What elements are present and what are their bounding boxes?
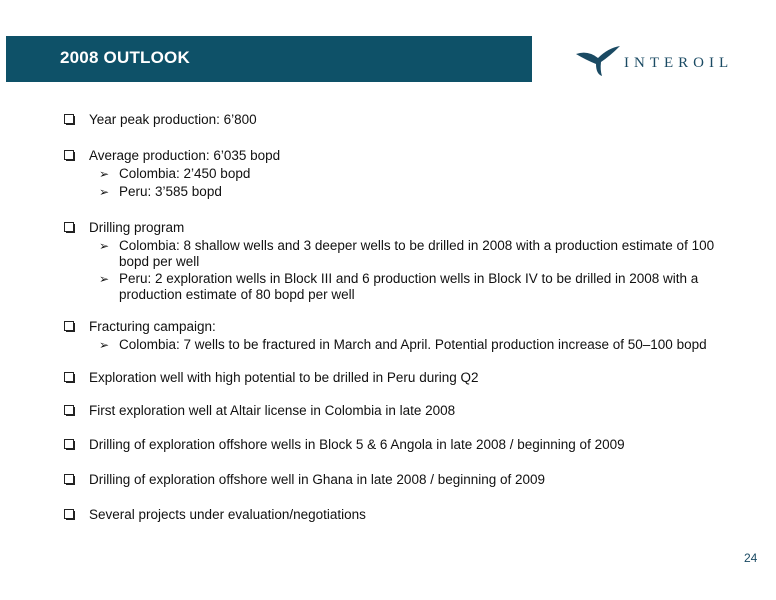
sub-list-item-text: Colombia: 8 shallow wells and 3 deeper wells to be drilled in 2008 with a production estimate of 100 bopd per well [119, 238, 715, 269]
logo-text: INTEROIL [624, 55, 734, 71]
list-item-text: Exploration well with high potential to be drilled in Peru during Q2 [89, 370, 479, 385]
sub-list-item-text: Colombia: 2’450 bopd [119, 166, 251, 181]
arrow-right-icon: ➢ [99, 185, 110, 199]
list-item-text: Drilling of exploration offshore well in Ghana in late 2008 / beginning of 2009 [89, 472, 546, 487]
arrow-right-icon: ➢ [99, 338, 110, 352]
checkbox-square-icon [64, 321, 74, 331]
checkbox-square-icon [64, 439, 74, 449]
list-item-text: Fracturing campaign: [89, 319, 216, 334]
arrow-right-icon: ➢ [99, 239, 110, 253]
checkbox-square-icon [64, 222, 74, 232]
sub-list-item-text: Colombia: 7 wells to be fractured in March and April. Potential production increase of 50–100 bopd [119, 337, 707, 352]
checkbox-square-icon [64, 405, 74, 415]
list-item-text: Drilling program [89, 220, 185, 235]
list-item-text: Several projects under evaluation/negotiations [89, 507, 366, 522]
checkbox-square-icon [64, 372, 74, 382]
list-item-text: Year peak production: 6’800 [89, 112, 257, 127]
list-item-text: Average production: 6’035 bopd [89, 148, 281, 163]
list-item-text: Drilling of exploration offshore wells in Block 5 & 6 Angola in late 2008 / beginning of 2009 [89, 437, 625, 452]
checkbox-square-icon [64, 474, 74, 484]
arrow-right-icon: ➢ [99, 167, 110, 181]
page-title: 2008 OUTLOOK [60, 48, 190, 67]
checkbox-square-icon [64, 114, 74, 124]
sub-list-item-text: Peru: 2 exploration wells in Block III and 6 production wells in Block IV to be drilled in 2008 with a production estimate of 80 bopd per well [119, 271, 699, 302]
list-item-text: First exploration well at Altair license in Colombia in late 2008 [89, 403, 456, 418]
page-number: 24 [744, 551, 758, 565]
arrow-right-icon: ➢ [99, 272, 110, 286]
sub-list-item-text: Peru: 3’585 bopd [119, 184, 222, 199]
checkbox-square-icon [64, 150, 74, 160]
checkbox-square-icon [64, 509, 74, 519]
